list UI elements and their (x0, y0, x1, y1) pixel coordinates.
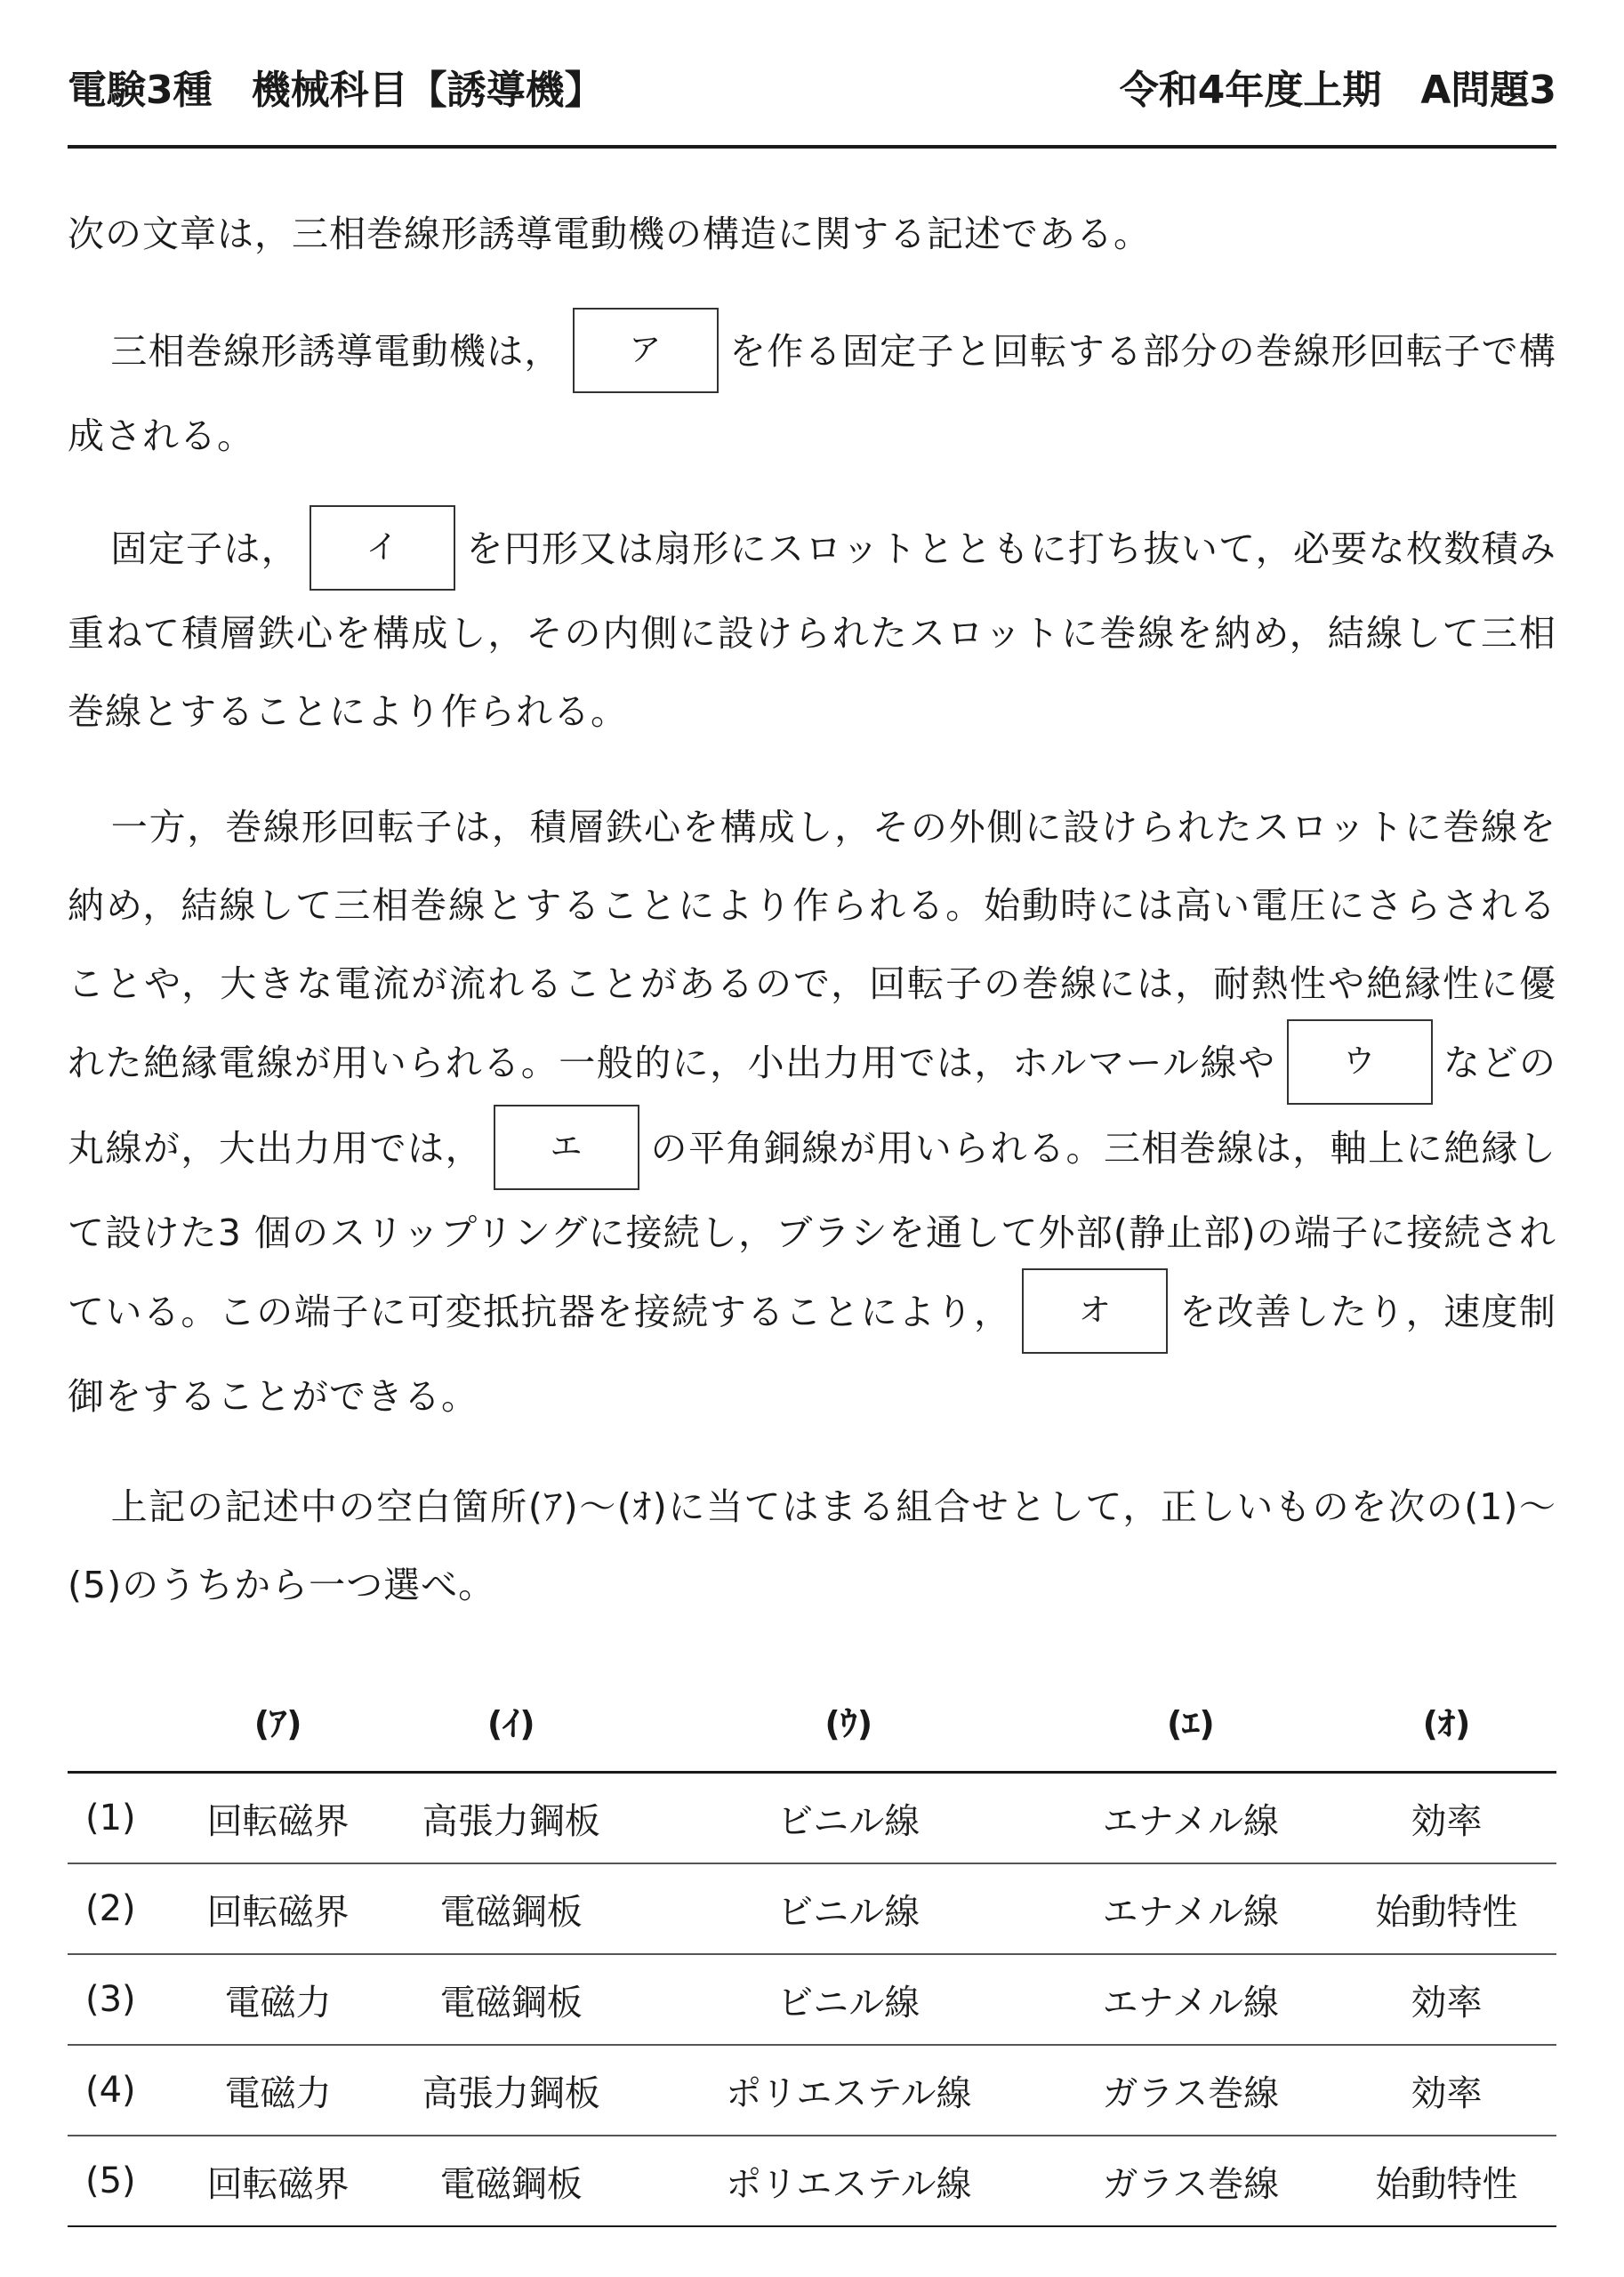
blank-i-box: イ (310, 505, 455, 591)
table-cell: ビニル線 (653, 1954, 1045, 2045)
header-subject: 電験3種 機械科目【誘導機】 (68, 68, 604, 113)
table-cell: 効率 (1337, 1773, 1556, 1864)
table-cell: 始動特性 (1337, 2136, 1556, 2226)
table-cell: 効率 (1337, 1954, 1556, 2045)
table-cell: 電磁鋼板 (370, 1954, 653, 2045)
blank-u-box: ウ (1287, 1019, 1433, 1105)
table-cell: 電磁力 (187, 2045, 370, 2136)
table-cell: ビニル線 (653, 1773, 1045, 1864)
table-cell: 効率 (1337, 2045, 1556, 2136)
blank-o-box: オ (1022, 1268, 1168, 1354)
table-row (68, 1773, 1556, 1864)
table-cell: 電磁鋼板 (370, 2136, 653, 2226)
p2-text-b: を円形又は扇形にスロットとともに打ち抜いて，必要な枚数積み重ねて積層鉄心を構成し，その内側に設けられたスロットに巻線を納め，結線して三相巻線とすることにより作られる。 (68, 527, 1557, 733)
table-row (68, 1863, 1556, 1954)
blank-e-box: エ (494, 1105, 639, 1190)
table-cell: 始動特性 (1337, 1863, 1556, 1954)
p1-text-b: を作る固定子と回転する部分の巻線形回転子で構成される。 (68, 330, 1557, 457)
question-text: 上記の記述中の空白箇所(ｱ)～(ｵ)に当てはまる組合せとして，正しいものを次の(1)～(5)のうちから一つ選べ。 (68, 1485, 1556, 1606)
table-cell: 電磁力 (187, 1954, 370, 2045)
table-header-row (68, 1670, 1556, 1773)
choice-number: (2) (68, 1863, 187, 1954)
table-cell: エナメル線 (1045, 1773, 1337, 1864)
header-divider (68, 145, 1556, 149)
table-cell: ガラス巻線 (1045, 2136, 1337, 2226)
table-row (68, 1954, 1556, 2045)
table-cell: ビニル線 (653, 1863, 1045, 1954)
table-cell: 電磁鋼板 (370, 1863, 653, 1954)
table-cell: 高張力鋼板 (370, 2045, 653, 2136)
choice-number: (1) (68, 1773, 187, 1864)
paragraph-1 (68, 311, 1556, 475)
header-exam-id: 令和4年度上期 A問題3 (1119, 68, 1556, 113)
blank-a-box: ア (573, 308, 719, 393)
table-cell: 高張力鋼板 (370, 1773, 653, 1864)
paragraph-3 (68, 788, 1556, 1436)
p3-text-b: などの丸線が，大出力用では， (68, 1042, 1557, 1170)
p2-text-a: 固定子は， (110, 527, 299, 570)
table-cell: 回転磁界 (187, 1773, 370, 1864)
table-header-cell: (ｳ) (653, 1670, 1045, 1773)
intro-paragraph (68, 195, 1556, 273)
table-header-cell: (ｵ) (1337, 1670, 1556, 1773)
table-cell: ポリエステル線 (653, 2045, 1045, 2136)
intro-text: 次の文章は，三相巻線形誘導電動機の構造に関する記述である。 (68, 213, 1151, 255)
table-header-cell (68, 1670, 187, 1773)
choice-number: (5) (68, 2136, 187, 2226)
table-row (68, 2136, 1556, 2226)
table-cell: 回転磁界 (187, 1863, 370, 1954)
table-cell: エナメル線 (1045, 1954, 1337, 2045)
table-cell: ポリエステル線 (653, 2136, 1045, 2226)
table-header-cell: (ｴ) (1045, 1670, 1337, 1773)
answer-choices-table (68, 1670, 1556, 2227)
table-row (68, 2045, 1556, 2136)
table-header-cell: (ｱ) (187, 1670, 370, 1773)
table-cell: 回転磁界 (187, 2136, 370, 2226)
p3-text-a: 一方，巻線形回転子は，積層鉄心を構成し，その外側に設けられたスロットに巻線を納め，結線して三相巻線とすることにより作られる。始動時には高い電圧にさらされることや，大きな電流が流れることがあるので，回転子の巻線には，耐熱性や絶縁性に優れた絶縁電線が用いられる。一般的に，小出力用では，ホルマール線や (68, 806, 1556, 1084)
paragraph-2 (68, 509, 1556, 751)
p3-text-d: を改善したり，速度制御をすることができる。 (68, 1291, 1557, 1418)
choice-number: (4) (68, 2045, 187, 2136)
question-paragraph (68, 1468, 1556, 1624)
table-header-cell: (ｲ) (370, 1670, 653, 1773)
choice-number: (3) (68, 1954, 187, 2045)
p1-text-a: 三相巻線形誘導電動機は， (110, 330, 562, 373)
p3-text-c: の平角銅線が用いられる。三相巻線は，軸上に絶縁して設けた3 個のスリップリングに接続し，ブラシを通して外部(静止部)の端子に接続されている。この端子に可変抵抗器を接続することにより， (68, 1127, 1557, 1333)
table-cell: ガラス巻線 (1045, 2045, 1337, 2136)
table-cell: エナメル線 (1045, 1863, 1337, 1954)
